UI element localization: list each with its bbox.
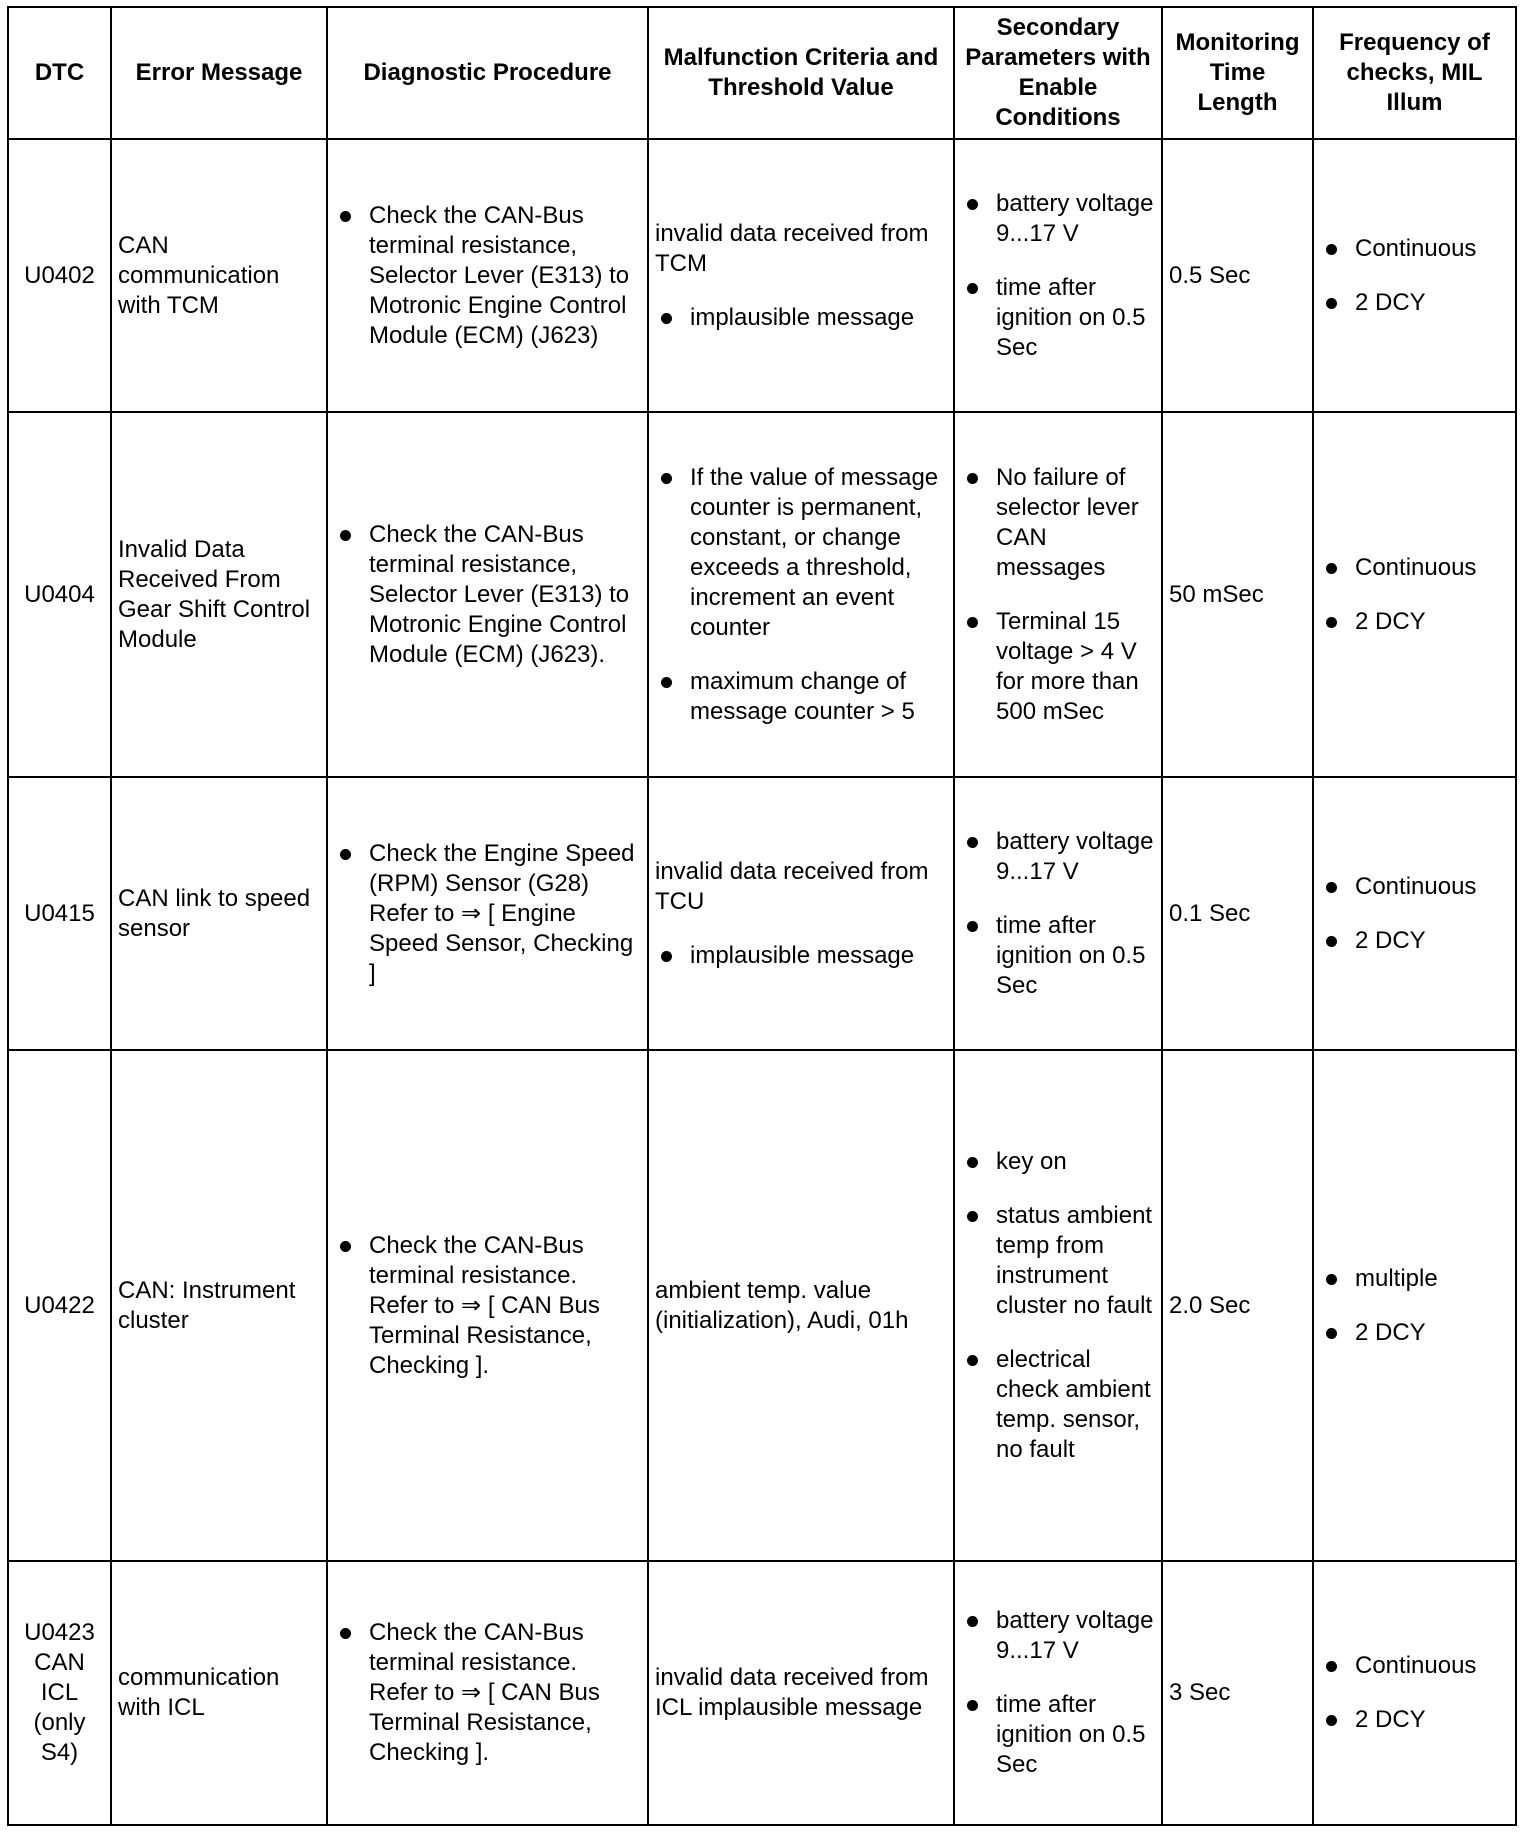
frequency-item: 2 DCY bbox=[1320, 1318, 1509, 1348]
malfunction-text: invalid data received from TCU bbox=[655, 857, 929, 915]
malfunction-criteria bbox=[648, 777, 954, 1050]
frequency-item: Continuous bbox=[1320, 553, 1509, 583]
procedure-step: Check the CAN-Bus terminal resistance, Selector Lever (E313) to Motronic Engine Control Module (ECM) (J623). bbox=[334, 520, 641, 670]
frequency bbox=[1313, 1050, 1516, 1561]
frequency bbox=[1313, 139, 1516, 412]
dtc-code: U0423 CAN ICL (only S4) bbox=[8, 1561, 111, 1825]
frequency bbox=[1313, 1561, 1516, 1825]
error-message: Invalid Data Received From Gear Shift Control Module bbox=[111, 412, 327, 777]
frequency-item: 2 DCY bbox=[1320, 288, 1509, 318]
frequency bbox=[1313, 412, 1516, 777]
condition-item: battery voltage 9...17 V bbox=[961, 1606, 1155, 1666]
malfunction-criteria bbox=[648, 139, 954, 412]
diagnostic-procedure bbox=[327, 139, 648, 412]
dtc-code: U0422 bbox=[8, 1050, 111, 1561]
table-row bbox=[8, 139, 1516, 412]
malfunction-item: If the value of message counter is permanent, constant, or change exceeds a threshold, increment an event counter bbox=[655, 463, 947, 643]
malfunction-criteria bbox=[648, 1050, 954, 1561]
secondary-parameters bbox=[954, 139, 1162, 412]
table-row bbox=[8, 1050, 1516, 1561]
monitoring-time: 2.0 Sec bbox=[1162, 1050, 1313, 1561]
secondary-parameters bbox=[954, 777, 1162, 1050]
condition-item: No failure of selector lever CAN messages bbox=[961, 463, 1155, 583]
dtc-code: U0415 bbox=[8, 777, 111, 1050]
condition-item: key on bbox=[961, 1147, 1155, 1177]
error-message: CAN: Instrument cluster bbox=[111, 1050, 327, 1561]
malfunction-text: invalid data received from ICL implausible message bbox=[655, 1664, 929, 1721]
malfunction-criteria bbox=[648, 412, 954, 777]
condition-item: battery voltage 9...17 V bbox=[961, 189, 1155, 249]
monitoring-time: 0.1 Sec bbox=[1162, 777, 1313, 1050]
malfunction-item: maximum change of message counter > 5 bbox=[655, 667, 947, 727]
header-frequency: Frequency of checks, MIL Illum bbox=[1313, 7, 1516, 139]
header-diagnostic-procedure: Diagnostic Procedure bbox=[327, 7, 648, 139]
condition-item: electrical check ambient temp. sensor, no fault bbox=[961, 1345, 1155, 1465]
procedure-step: Check the Engine Speed (RPM) Sensor (G28) Refer to ⇒ [ Engine Speed Sensor, Checking ] bbox=[334, 839, 641, 989]
condition-item: battery voltage 9...17 V bbox=[961, 827, 1155, 887]
table-header-row bbox=[8, 7, 1516, 139]
dtc-code: U0404 bbox=[8, 412, 111, 777]
frequency-item: 2 DCY bbox=[1320, 926, 1509, 956]
procedure-step: Check the CAN-Bus terminal resistance. Refer to ⇒ [ CAN Bus Terminal Resistance, Checking ]. bbox=[334, 1618, 641, 1768]
diagnostic-procedure bbox=[327, 1561, 648, 1825]
frequency-item: Continuous bbox=[1320, 234, 1509, 264]
diagnostic-procedure bbox=[327, 1050, 648, 1561]
frequency-item: Continuous bbox=[1320, 872, 1509, 902]
secondary-parameters bbox=[954, 1561, 1162, 1825]
table-row bbox=[8, 1561, 1516, 1825]
error-message: CAN link to speed sensor bbox=[111, 777, 327, 1050]
condition-item: time after ignition on 0.5 Sec bbox=[961, 273, 1155, 363]
header-dtc: DTC bbox=[8, 7, 111, 139]
frequency bbox=[1313, 777, 1516, 1050]
diagnostic-procedure bbox=[327, 412, 648, 777]
monitoring-time: 50 mSec bbox=[1162, 412, 1313, 777]
malfunction-item: implausible message bbox=[655, 303, 947, 333]
malfunction-text: invalid data received from TCM bbox=[655, 219, 929, 277]
header-malfunction-criteria: Malfunction Criteria and Threshold Value bbox=[648, 7, 954, 139]
diagnostic-procedure bbox=[327, 777, 648, 1050]
frequency-item: Continuous bbox=[1320, 1651, 1509, 1681]
procedure-step: Check the CAN-Bus terminal resistance, Selector Lever (E313) to Motronic Engine Control Module (ECM) (J623) bbox=[334, 201, 641, 351]
malfunction-text: ambient temp. value (initialization), Audi, 01h bbox=[655, 1276, 909, 1334]
dtc-code: U0402 bbox=[8, 139, 111, 412]
table-row bbox=[8, 412, 1516, 777]
secondary-parameters bbox=[954, 1050, 1162, 1561]
error-message: communication with ICL bbox=[111, 1561, 327, 1825]
procedure-step: Check the CAN-Bus terminal resistance. Refer to ⇒ [ CAN Bus Terminal Resistance, Checking ]. bbox=[334, 1231, 641, 1381]
condition-item: Terminal 15 voltage > 4 V for more than 500 mSec bbox=[961, 607, 1155, 727]
malfunction-criteria bbox=[648, 1561, 954, 1825]
monitoring-time: 3 Sec bbox=[1162, 1561, 1313, 1825]
header-error-message: Error Message bbox=[111, 7, 327, 139]
frequency-item: multiple bbox=[1320, 1264, 1509, 1294]
condition-item: time after ignition on 0.5 Sec bbox=[961, 1690, 1155, 1780]
monitoring-time: 0.5 Sec bbox=[1162, 139, 1313, 412]
frequency-item: 2 DCY bbox=[1320, 1705, 1509, 1735]
header-secondary-parameters: Secondary Parameters with Enable Conditions bbox=[954, 7, 1162, 139]
error-message: CAN communication with TCM bbox=[111, 139, 327, 412]
condition-item: status ambient temp from instrument cluster no fault bbox=[961, 1201, 1155, 1321]
table-row bbox=[8, 777, 1516, 1050]
malfunction-item: implausible message bbox=[655, 941, 947, 971]
header-monitoring-time: Monitoring Time Length bbox=[1162, 7, 1313, 139]
dtc-table bbox=[7, 6, 1517, 1826]
condition-item: time after ignition on 0.5 Sec bbox=[961, 911, 1155, 1001]
secondary-parameters bbox=[954, 412, 1162, 777]
frequency-item: 2 DCY bbox=[1320, 607, 1509, 637]
